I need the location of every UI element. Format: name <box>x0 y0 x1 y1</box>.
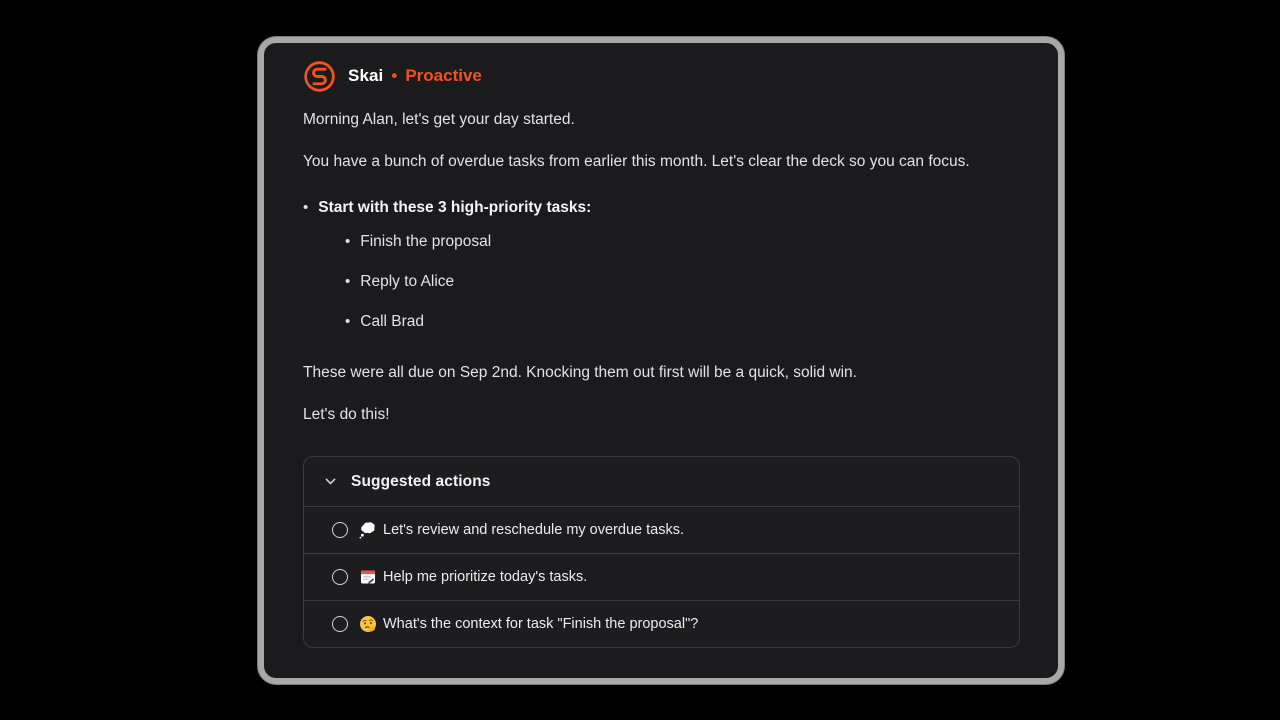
thinking-face-icon <box>359 615 377 633</box>
suggested-action-label: Help me prioritize today's tasks. <box>383 569 588 585</box>
task-sublist <box>345 227 1020 336</box>
app-name: Skai <box>348 66 384 85</box>
task-list-header: Start with these 3 high-priority tasks: <box>318 199 592 216</box>
skai-logo-icon <box>303 60 336 93</box>
mode-separator-dot: • <box>391 66 398 85</box>
task-item <box>345 267 1020 296</box>
thought-balloon-icon <box>359 521 377 539</box>
suggested-action-row[interactable] <box>304 553 1019 600</box>
radio-button[interactable] <box>332 522 348 538</box>
task-label: Call Brad <box>360 313 425 330</box>
closing-text: Let's do this! <box>303 406 390 423</box>
task-label: Finish the proposal <box>360 233 492 250</box>
mode-label: Proactive <box>405 66 482 85</box>
task-item <box>345 227 1020 256</box>
radio-button[interactable] <box>332 569 348 585</box>
calendar-icon <box>359 568 377 586</box>
greeting-text: Morning Alan, let's get your day started. <box>303 111 575 128</box>
bullet-dot: • <box>345 273 351 290</box>
chat-window <box>258 37 1064 684</box>
task-label: Reply to Alice <box>360 273 455 290</box>
task-list <box>303 195 1020 336</box>
chevron-down-icon <box>324 475 337 488</box>
app-header <box>303 58 1020 94</box>
task-list-header-item <box>303 195 1020 221</box>
suggested-actions-panel <box>303 456 1020 648</box>
suggested-action-row[interactable] <box>304 506 1019 553</box>
bullet-dot: • <box>303 199 309 216</box>
body-text: You have a bunch of overdue tasks from earlier this month. Let's clear the deck so you can focus. <box>303 153 970 170</box>
suggested-actions-title: Suggested actions <box>351 472 491 490</box>
followup-text: These were all due on Sep 2nd. Knocking them out first will be a quick, solid win. <box>303 364 857 381</box>
suggested-action-row[interactable] <box>304 600 1019 647</box>
task-item <box>345 307 1020 336</box>
suggested-action-label: Let's review and reschedule my overdue tasks. <box>383 522 684 538</box>
suggested-action-label: What's the context for task "Finish the proposal"? <box>383 616 699 632</box>
bullet-dot: • <box>345 313 351 330</box>
suggested-actions-header[interactable] <box>304 457 1019 506</box>
bullet-dot: • <box>345 233 351 250</box>
radio-button[interactable] <box>332 616 348 632</box>
